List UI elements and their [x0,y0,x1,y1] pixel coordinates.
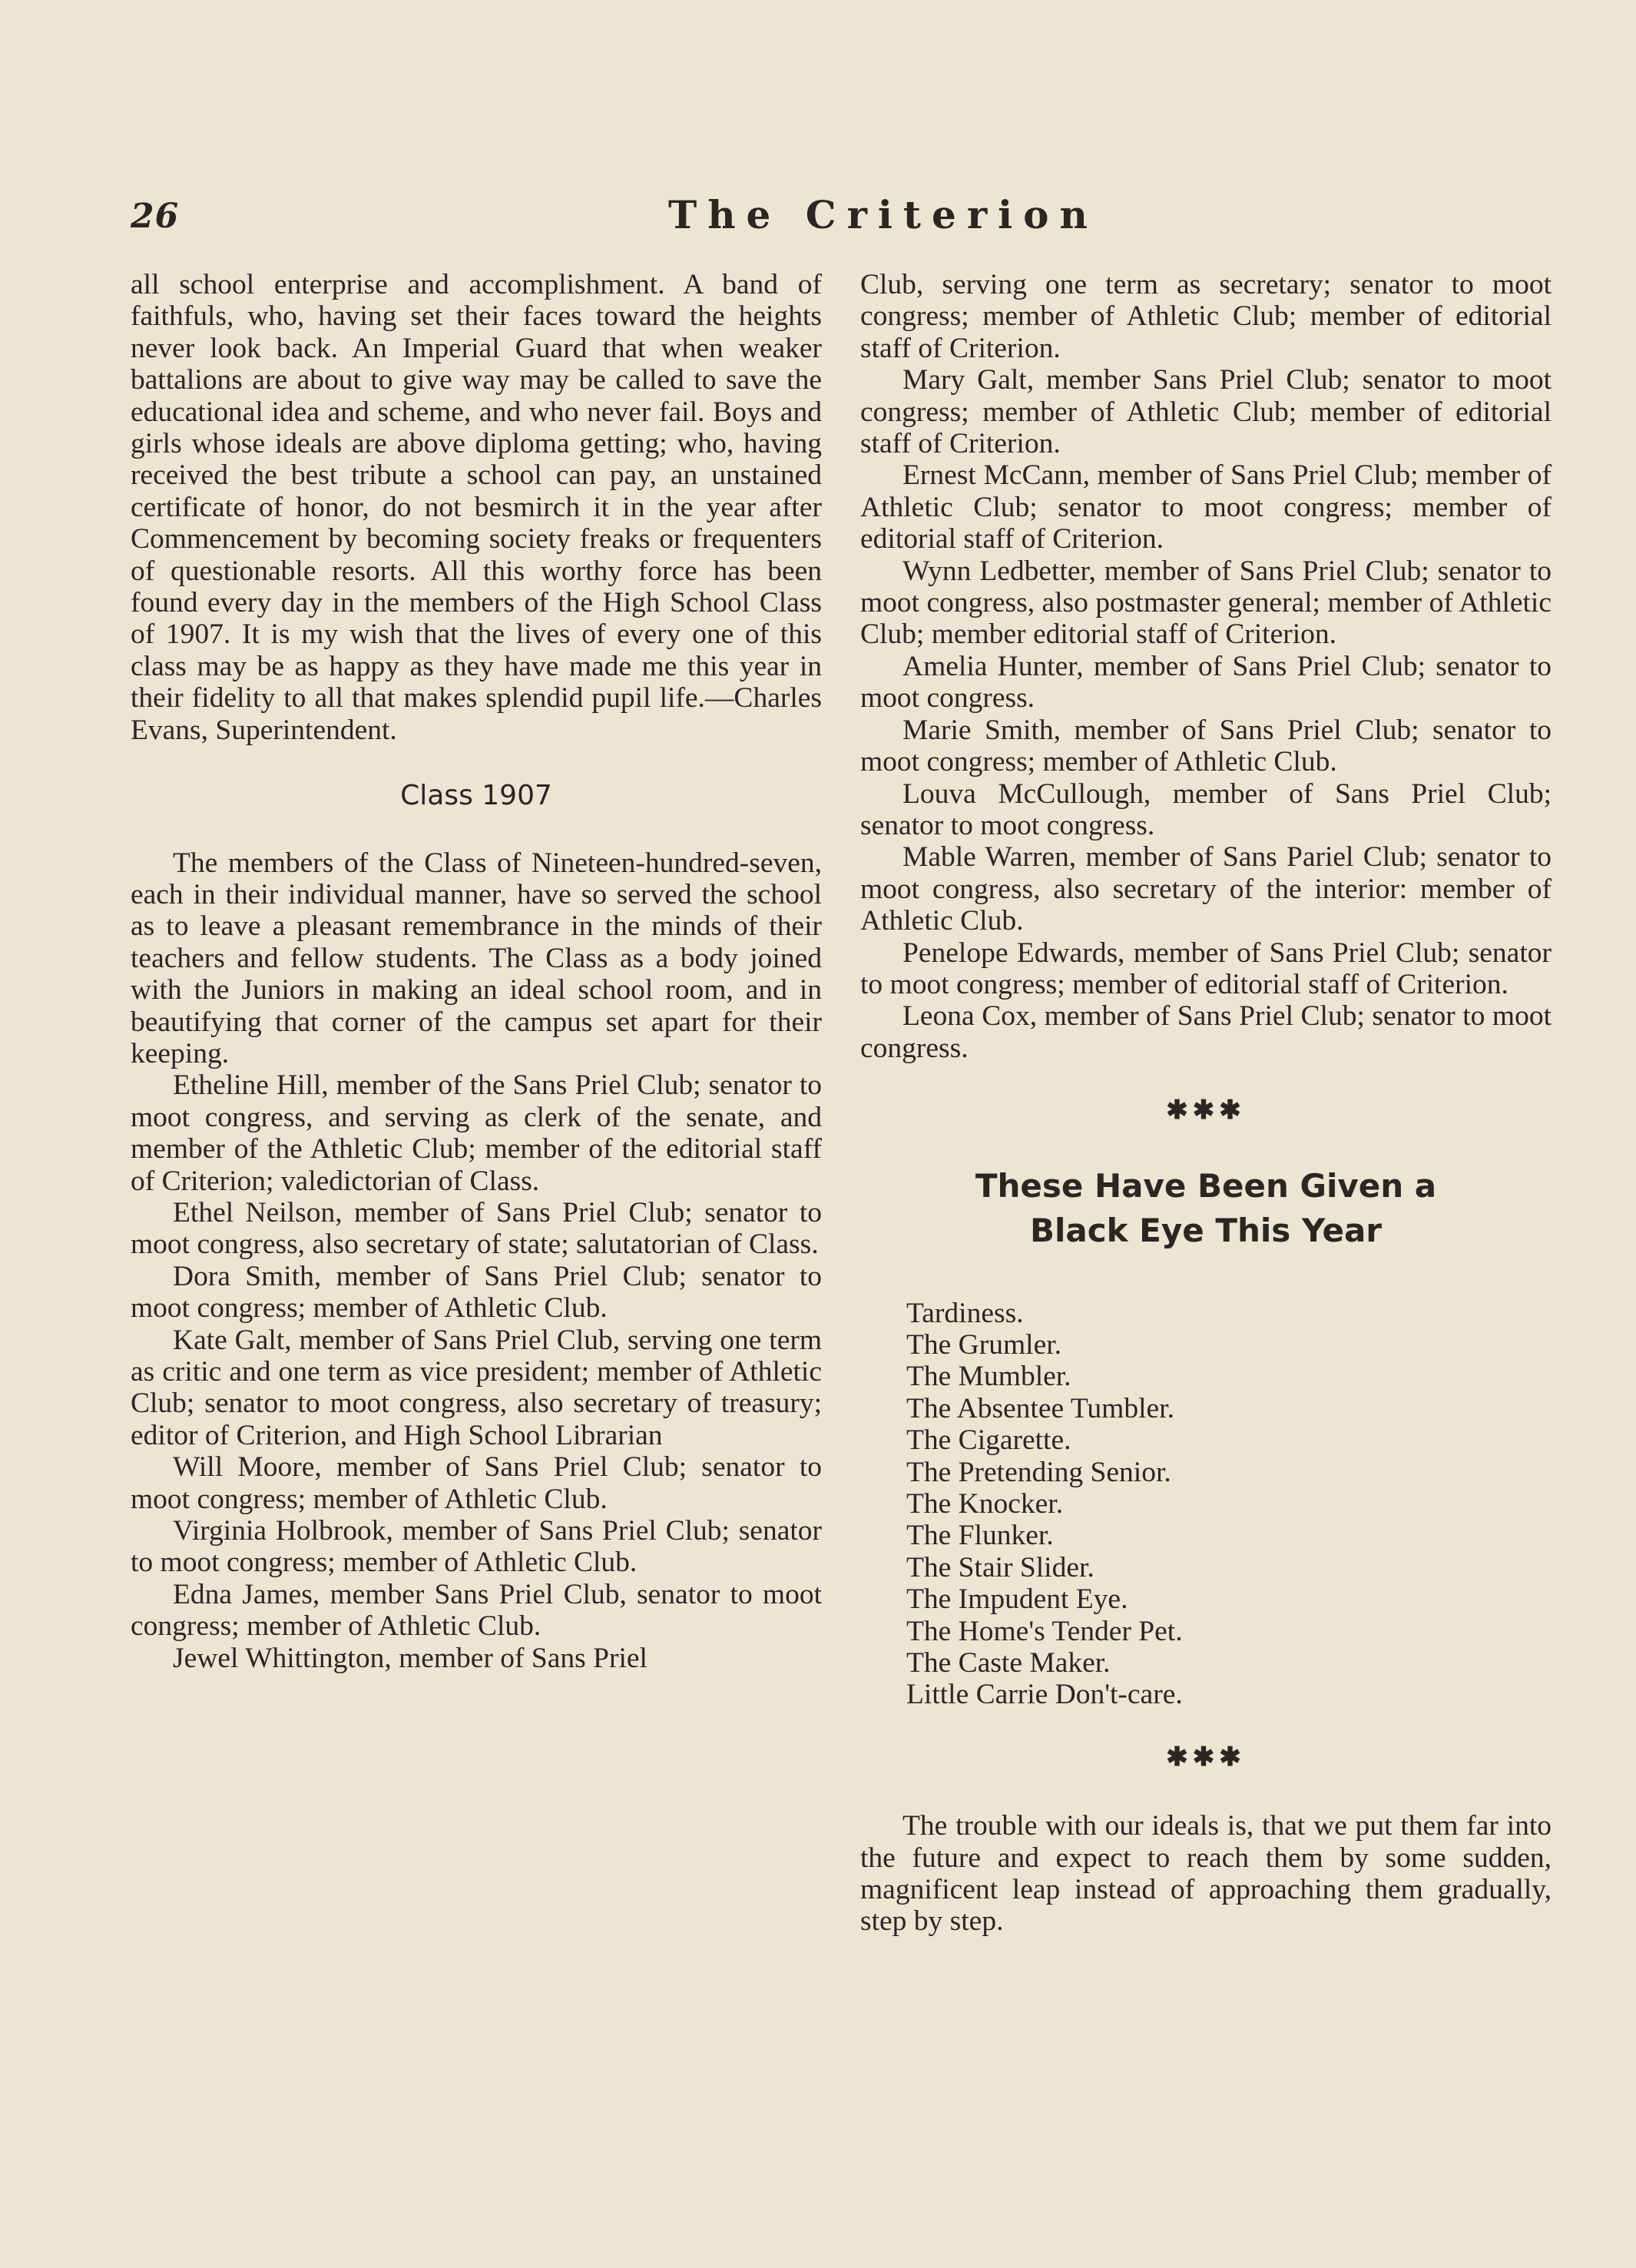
running-title: The Criterion [668,192,1098,237]
member-entry: Kate Galt, member of Sans Priel Club, serving one term as critic and one term as vice president; member of Athletic Club; senator to moot congress, also secretary of treasury; editor of Criterion, and High School Librarian [131,1324,822,1451]
member-entry: Edna James, member Sans Priel Club, senator to moot congress; member of Athletic Club. [131,1578,822,1643]
member-entry: Will Moore, member of Sans Priel Club; senator to moot congress; member of Athletic Club. [131,1451,822,1515]
list-item: The Home's Tender Pet. [906,1615,1183,1647]
list-item: The Pretending Senior. [906,1456,1171,1488]
member-entry: Mable Warren, member of Sans Pariel Club; senator to moot congress, also secretary of the interior: member of Athletic Club. [860,841,1552,937]
black-eye-heading-line: These Have Been Given a [975,1166,1437,1205]
member-entry: Jewel Whittington, member of Sans Priel [173,1642,647,1674]
member-entry: Louva McCullough, member of Sans Priel Club; senator to moot congress. [860,778,1552,841]
page-number: 26 [131,197,180,236]
list-item: The Caste Maker. [906,1647,1111,1679]
continuation-paragraph: Club, serving one term as secretary; senator to moot congress; member of Athletic Club; member of editorial staff of Criterion. [860,269,1552,364]
member-entry: Ethel Neilson, member of Sans Priel Club; senator to moot congress, also secretary of state; salutatorian of Class. [131,1196,822,1261]
list-item: The Cigarette. [906,1424,1071,1457]
member-entry: Penelope Edwards, member of Sans Priel Club; senator to moot congress; member of editorial staff of Criterion. [860,937,1552,1000]
member-entry: Dora Smith, member of Sans Priel Club; senator to moot congress; member of Athletic Club. [131,1260,822,1325]
right-column [860,269,1552,1938]
closing-paragraph: The trouble with our ideals is, that we put them far into the future and expect to reach them by some sudden, magnificent leap instead of approaching them gradually, step by step. [860,1810,1552,1938]
list-item: The Grumler. [906,1328,1062,1361]
member-entry: Marie Smith, member of Sans Priel Club; senator to moot congress; member of Athletic Club. [860,714,1552,778]
asterism-divider: ✱✱✱ [1166,1742,1246,1772]
list-item: Little Carrie Don't-care. [906,1679,1183,1711]
list-item: Tardiness. [906,1297,1024,1329]
list-item: The Flunker. [906,1520,1054,1552]
member-entry: Leona Cox, member of Sans Priel Club; senator to moot congress. [860,1000,1552,1064]
list-item: The Knocker. [906,1488,1064,1520]
intro-paragraph: all school enterprise and accomplishment. A band of faithfuls, who, having set their faces toward the heights never look back. An Imperial Guard that when weaker battalions are about to give way may be called to save the educational idea and scheme, and who never fail. Boys and girls whose ideals are above diploma getting; who, having received the best tribute a school can pay, an unstained certificate of honor, do not besmirch it in the year after Commencement by becoming society freaks or frequenters of questionable resorts. All this worthy force has been found every day in the members of the High School Class of 1907. It is my wish that the lives of every one of this class may be as happy as they have made me this year in their fidelity to all that makes splendid pupil life.—Charles Evans, Superintendent. [131,269,822,746]
member-entry: Amelia Hunter, member of Sans Priel Club; senator to moot congress. [860,650,1552,715]
class-intro-paragraph: The members of the Class of Nineteen-hundred-seven, each in their individual manner, have so served the school as to leave a pleasant remembrance in the minds of their teachers and fellow students. The Class as a body joined with the Juniors in making an ideal school room, and in beautifying that corner of the campus set apart for their keeping. [131,847,822,1069]
black-eye-heading-line: Black Eye This Year [1029,1211,1383,1249]
black-eye-list [906,1298,1552,1711]
black-eye-heading [860,1164,1552,1253]
list-item: The Impudent Eye. [906,1583,1128,1616]
asterism-divider: ✱✱✱ [1166,1096,1246,1126]
member-entry: Virginia Holbrook, member of Sans Priel Club; senator to moot congress; member of Athletic Club. [131,1515,822,1579]
section-heading-class-1907: Class 1907 [400,780,552,812]
page-header [131,181,1559,243]
member-entry: Etheline Hill, member of the Sans Priel Club; senator to moot congress, and serving as clerk of the senate, and member of the Athletic Club; member of the editorial staff of Criterion; valedictorian of Class. [131,1069,822,1197]
member-entry: Mary Galt, member Sans Priel Club; senator to moot congress; member of Athletic Club; member of editorial staff of Criterion. [860,364,1552,460]
left-column [131,269,822,1674]
member-entry: Ernest McCann, member of Sans Priel Club; member of Athletic Club; senator to moot congress; member of editorial staff of Criterion. [860,459,1552,555]
list-item: The Stair Slider. [906,1551,1095,1583]
list-item: The Mumbler. [906,1361,1071,1393]
member-entry: Wynn Ledbetter, member of Sans Priel Club; senator to moot congress, also postmaster general; member of Athletic Club; member editorial staff of Criterion. [860,555,1552,651]
list-item: The Absentee Tumbler. [906,1392,1174,1424]
